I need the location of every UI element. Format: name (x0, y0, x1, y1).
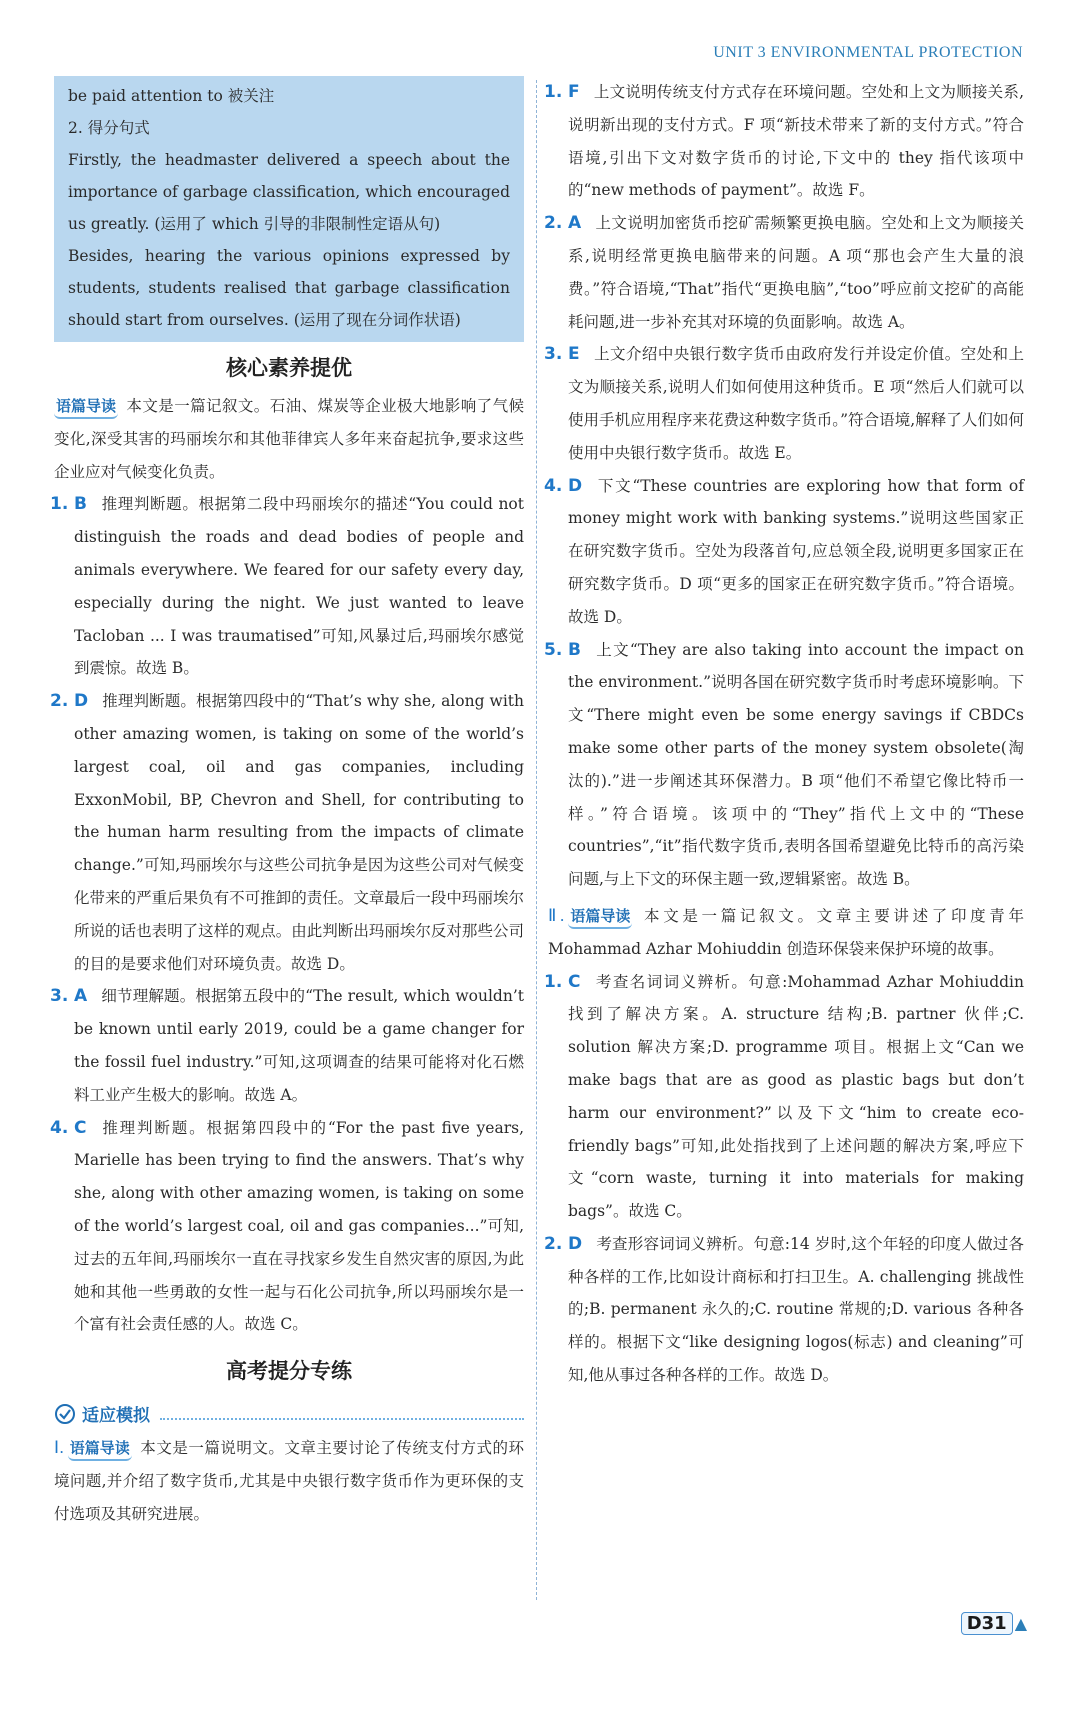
sub-heading (54, 1401, 524, 1426)
answer-item (544, 634, 1024, 896)
item-answer: B (568, 639, 581, 660)
page-number (961, 1612, 1027, 1635)
item-number: 2. (544, 213, 563, 234)
section-title-exam: 高考提分专练 (226, 1359, 352, 1384)
item-number: 2. (50, 691, 69, 712)
answer-item (544, 470, 1024, 634)
item-answer: C (74, 1117, 87, 1138)
item-number: 5. (544, 639, 563, 660)
answer-item (544, 76, 1024, 207)
item-number: 2. (544, 1233, 563, 1254)
answer-item (544, 966, 1024, 1228)
item-number: 3. (50, 986, 69, 1007)
item-answer: A (74, 986, 88, 1007)
item-answer: D (74, 691, 89, 712)
answer-item (50, 980, 524, 1111)
page-number-label: D31 (961, 1612, 1013, 1635)
answer-item (50, 1112, 524, 1342)
item-text: 考查形容词词义辨析。句意:14 岁时,这个年轻的印度人做过各种各样的工作,比如设计商标和打扫卫生。A. challenging 挑战性的;B. permanent 永久的;C. routine 常规的;D. various 各种各样的。根据下文“like designing logos(标志) and cleaning”可知,他从事过各种各样的工作。故选 D。 (568, 1234, 1024, 1385)
part2-tag: 语篇导读 (568, 905, 632, 929)
item-answer: D (568, 1233, 583, 1254)
reading-guide-text: 本文是一篇记叙文。石油、煤炭等企业极大地影响了气候变化,深受其害的玛丽埃尔和其他菲律宾人多年来奋起抗争,要求这些企业应对气候变化负责。 (54, 397, 524, 481)
arrow-up-icon: ▲ (1014, 1614, 1027, 1633)
running-head: UNIT 3 ENVIRONMENTAL PROTECTION (713, 44, 1023, 61)
left-column (50, 76, 524, 1531)
right-column (544, 76, 1024, 1392)
note-box (54, 76, 524, 342)
item-number: 4. (544, 475, 563, 496)
item-text: 推理判断题。根据第四段中的“That’s why she, along with other amazing women, is taking on some of the world’s largest coal, oil and gas companies, including ExxonMobil, BP, Chevron and Shell, for contributing to the human harm resulting from the impacts of climate change.”可知,玛丽埃尔与这些公司抗争是因为这些公司对气候变化带来的严重后果负有不可推卸的责任。文章最后一段中玛丽埃尔所说的话也表明了这样的观点。由此判断出玛丽埃尔反对那些公司的目的是要求他们对环境负责。故选 D。 (74, 692, 524, 973)
item-text: 推理判断题。根据第四段中的“For the past five years, Marielle has been trying to find the answers. That’s why she, along with other amazing women, is taking on some of the world’s largest coal, oil and gas companies...”可知,过去的五年间,玛丽埃尔一直在寻找家乡发生自然灾害的原因,为此她和其他一些勇敢的女性一起与石化公司抗争,所以玛丽埃尔是一个富有社会责任感的人。故选 C。 (74, 1118, 524, 1334)
item-number: 1. (544, 971, 563, 992)
section-title-core: 核心素养提优 (226, 356, 352, 380)
item-text: 推理判断题。根据第二段中玛丽埃尔的描述“You could not distinguish the roads and dead bodies of people and animals everywhere. We feared for our safety every day, especially during the night. We just wanted to leave Tacloban ... I was traumatised”可知,风暴过后,玛丽埃尔感觉到震惊。故选 B。 (74, 495, 524, 678)
reading-guide-tag: 语篇导读 (54, 395, 118, 419)
sub-heading-text: 适应模拟 (82, 1406, 150, 1427)
note-sentence-2: Besides, hearing the various opinions expressed by students, students realised that garbage classification should start from ourselves. (运用了现在分词作状语) (68, 247, 510, 329)
item-text: 考查名词词义辨析。句意:Mohammad Azhar Mohiuddin 找到了解决方案。A. structure 结构;B. partner 伙伴;C. solution 解决方案;D. programme 项目。根据上文“Can we make bags that are as good as plastic bags but don’t harm our environment?”以及下文“him to create eco-friendly bags”可知,此处指找到了上述问题的解决方案,呼应下文“corn waste, turning it into materials for making bags”。故选 C。 (568, 972, 1024, 1221)
item-number: 1. (544, 82, 563, 102)
part1-text: 本文是一篇说明文。文章主要讨论了传统支付方式的环境问题,并介绍了数字货币,尤其是中央银行数字货币作为更环保的支付选项及其研究进展。 (54, 1439, 524, 1523)
part1-tag: 语篇导读 (68, 1437, 132, 1461)
part1-roman: Ⅰ. (54, 1438, 64, 1458)
answer-item (544, 338, 1024, 469)
answer-item (50, 685, 524, 980)
part2-text: 本文是一篇记叙文。文章主要讲述了印度青年 Mohammad Azhar Mohiuddin 创造环保袋来保护环境的故事。 (548, 906, 1024, 958)
item-answer: F (568, 82, 580, 102)
item-number: 3. (544, 344, 563, 365)
item-answer: C (568, 971, 581, 992)
note-sentence-1: Firstly, the headmaster delivered a speech about the importance of garbage classification, which encouraged us greatly. (运用了 which 引导的非限制性定语从句) (68, 151, 510, 233)
item-number: 4. (50, 1117, 69, 1138)
note-line-1: be paid attention to 被关注 (68, 87, 275, 105)
item-answer: A (568, 213, 582, 234)
item-answer: D (568, 475, 583, 496)
item-text: 下文“These countries are exploring how that form of money might work with banking systems.”说明这些国家正在研究数字货币。空处为段落首句,应总领全段,说明更多国家正在研究数字货币。D 项“更多的国家正在研究数字货币。”符合语境。故选 D。 (568, 476, 1024, 626)
column-divider (536, 80, 537, 1600)
item-number: 1. (50, 494, 69, 515)
item-text: 上文“They are also taking into account the impact on the environment.”说明各国在研究数字货币时考虑环境影响。下文“There might even be some energy savings if CBDCs make some other parts of the money system obsolete(淘汰的).”进一步阐述其环保潜力。B 项“他们不希望它像比特币一样。”符合语境。该项中的“They”指代上文中的“These countries”,“it”指代数字货币,表明各国希望避免比特币的高污染问题,与上下文的环保主题一致,逻辑紧密。故选 B。 (568, 640, 1024, 889)
item-text: 上文说明加密货币挖矿需频繁更换电脑。空处和上文为顺接关系,说明经常更换电脑带来的问题。A 项“那也会产生大量的浪费。”符合语境,“That”指代“更换电脑”,“too”呼应前文挖矿的高能耗问题,进一步补充其对环境的负面影响。故选 A。 (568, 214, 1024, 331)
part1-guide (54, 1432, 524, 1530)
part2-guide (548, 900, 1024, 966)
answer-item (544, 1228, 1024, 1392)
note-line-2: 2. 得分句式 (68, 119, 150, 137)
item-answer: E (568, 344, 580, 365)
item-text: 上文介绍中央银行数字货币由政府发行并设定价值。空处和上文为顺接关系,说明人们如何使用这种货币。E 项“然后人们就可以使用手机应用程序来花费这种数字货币。”符合语境,解释了人们如何使用中央银行数字货币。故选 E。 (568, 345, 1024, 462)
answer-item (50, 488, 524, 685)
item-text: 上文说明传统支付方式存在环境问题。空处和上文为顺接关系,说明新出现的支付方式。F 项“新技术带来了新的支付方式。”符合语境,引出下文对数字货币的讨论,下文中的 they 指代该项中的“new methods of payment”。故选 F。 (568, 83, 1024, 200)
item-text: 细节理解题。根据第五段中的“The result, which wouldn’t be known until early 2019, could be a game changer for the fossil fuel industry.”可知,这项调查的结果可能将对化石燃料工业产生极大的影响。故选 A。 (74, 987, 524, 1104)
dotted-rule (160, 1408, 524, 1420)
item-answer: B (74, 494, 87, 515)
reading-guide (54, 390, 524, 488)
part2-roman: Ⅱ. (548, 905, 565, 925)
answer-item (544, 207, 1024, 338)
badge-icon (54, 1403, 76, 1425)
